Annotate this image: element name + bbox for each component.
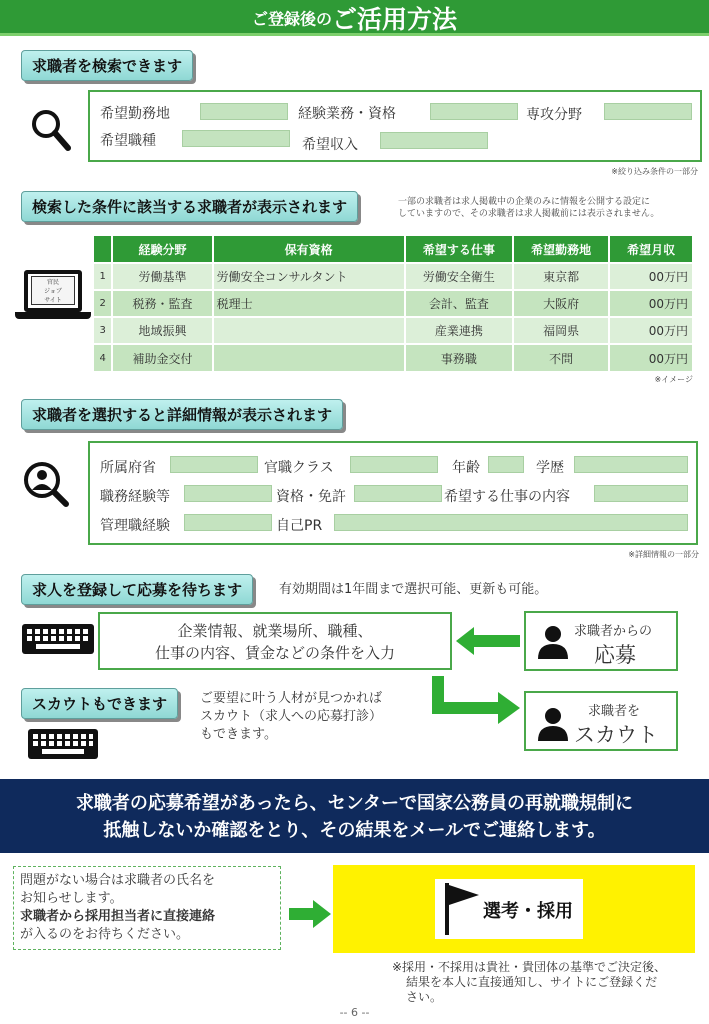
scout-description bbox=[200, 690, 382, 744]
detail-field-license bbox=[354, 485, 442, 502]
search-label-job-type: 希望職種 bbox=[100, 133, 156, 149]
footnote-1: ※採用・不採用は貴社・貴団体の基準でご決定後、 bbox=[392, 960, 667, 974]
laptop-screen bbox=[31, 276, 75, 305]
footnote bbox=[392, 960, 666, 1005]
search-field-major bbox=[604, 103, 692, 120]
flag-icon bbox=[441, 881, 481, 937]
table-row[interactable] bbox=[94, 263, 693, 290]
footnote-2: 結果を本人に直接通知し、サイトにご登録くだ bbox=[406, 975, 658, 989]
notice-line1: 求職者の応募希望があったら、センターで国家公務員の再就職規制に bbox=[75, 793, 634, 814]
results-table-header bbox=[94, 236, 693, 263]
laptop-icon bbox=[15, 270, 91, 322]
detail-label-self-pr: 自己PR bbox=[276, 518, 323, 534]
arrow-left-icon bbox=[456, 627, 520, 655]
results-section-label: 検索した条件に該当する求職者が表示されます bbox=[21, 191, 358, 222]
contact-info-box bbox=[13, 866, 281, 950]
row-qualification: 労働安全コンサルタント bbox=[213, 263, 405, 290]
search-field-location bbox=[200, 103, 288, 120]
detail-note: ※詳細情報の一部分 bbox=[628, 550, 699, 559]
row-field: 地域振興 bbox=[112, 317, 212, 344]
arrow-bent-right-icon bbox=[426, 676, 522, 726]
results-note: ※イメージ bbox=[654, 375, 693, 384]
detail-label-ministry: 所属府省 bbox=[100, 460, 156, 476]
banner-title: ご活用方法 bbox=[332, 5, 458, 34]
row-salary: 00万円 bbox=[609, 344, 693, 371]
col-number bbox=[94, 236, 112, 263]
row-salary: 00万円 bbox=[609, 317, 693, 344]
search-label-location: 希望勤務地 bbox=[100, 106, 170, 122]
page-number: -- 6 -- bbox=[339, 1006, 370, 1019]
detail-label-education: 学歴 bbox=[536, 460, 564, 476]
table-row[interactable] bbox=[94, 290, 693, 317]
search-note: ※絞り込み条件の一部分 bbox=[611, 167, 698, 176]
search-label-income: 希望収入 bbox=[302, 137, 358, 153]
row-location: 福岡県 bbox=[513, 317, 609, 344]
detail-field-management bbox=[184, 514, 272, 531]
job-input-line2: 仕事の内容、賃金などの条件を入力 bbox=[154, 644, 395, 662]
detail-label-career: 職務経験等 bbox=[100, 489, 170, 505]
notice-line2: 抵触しないか確認をとり、その結果をメールでご連絡します。 bbox=[103, 820, 606, 841]
detail-label-license: 資格・免許 bbox=[276, 489, 346, 505]
footnote-3: さい。 bbox=[406, 990, 443, 1004]
row-field: 補助金交付 bbox=[112, 344, 212, 371]
contact-line1: 問題がない場合は求職者の氏名を bbox=[20, 873, 216, 888]
row-number: 3 bbox=[94, 317, 112, 344]
detail-label-management: 管理職経験 bbox=[100, 518, 170, 534]
contact-line3: が入るのをお待ちください。 bbox=[20, 927, 190, 942]
search-label-major: 専攻分野 bbox=[526, 107, 582, 123]
magnifier-icon bbox=[30, 108, 72, 152]
col-location: 希望勤務地 bbox=[513, 236, 609, 263]
col-salary: 希望月収 bbox=[609, 236, 693, 263]
laptop-text-2: ジョブ bbox=[44, 288, 62, 295]
detail-field-education bbox=[574, 456, 688, 473]
row-number: 4 bbox=[94, 344, 112, 371]
results-table bbox=[94, 236, 694, 371]
col-qualification: 保有資格 bbox=[213, 236, 405, 263]
scout-label: スカウトもできます bbox=[21, 688, 178, 719]
row-location: 不問 bbox=[513, 344, 609, 371]
row-qualification: 税理士 bbox=[213, 290, 405, 317]
apply-big-text: 応募 bbox=[594, 643, 636, 667]
selection-label: 選考・採用 bbox=[483, 901, 573, 922]
keyboard-icon-2 bbox=[28, 729, 98, 759]
results-side-note-1: 一部の求職者は求人掲載中の企業のみに情報を公開する設定に bbox=[398, 197, 651, 207]
selection-box bbox=[333, 865, 695, 953]
scout-big-text: スカウト bbox=[574, 723, 658, 747]
row-number: 1 bbox=[94, 263, 112, 290]
row-location: 大阪府 bbox=[513, 290, 609, 317]
banner-prefix: ご登録後の bbox=[251, 9, 332, 29]
row-qualification bbox=[213, 344, 405, 371]
apply-small-text: 求職者からの bbox=[574, 624, 653, 639]
job-input-box bbox=[98, 612, 452, 670]
row-salary: 00万円 bbox=[609, 263, 693, 290]
person-icon-2 bbox=[536, 707, 570, 741]
laptop-text-3: サイト bbox=[44, 297, 62, 304]
row-field: 税務・監査 bbox=[112, 290, 212, 317]
person-search-icon bbox=[22, 460, 70, 508]
scout-desc-2: スカウト（求人への応募打診） bbox=[200, 709, 383, 724]
row-desired-job: 会計、監査 bbox=[405, 290, 513, 317]
scout-box bbox=[524, 691, 678, 751]
detail-section-label: 求職者を選択すると詳細情報が表示されます bbox=[21, 399, 343, 430]
person-icon bbox=[536, 625, 570, 659]
detail-field-age bbox=[488, 456, 524, 473]
row-qualification bbox=[213, 317, 405, 344]
table-row[interactable] bbox=[94, 344, 693, 371]
col-field: 経験分野 bbox=[112, 236, 212, 263]
arrow-right-icon bbox=[289, 900, 331, 928]
header-banner bbox=[0, 0, 709, 36]
row-field: 労働基準 bbox=[112, 263, 212, 290]
search-conditions-panel bbox=[88, 90, 702, 162]
detail-field-ministry bbox=[170, 456, 258, 473]
col-desired-job: 希望する仕事 bbox=[405, 236, 513, 263]
search-field-income bbox=[380, 132, 488, 149]
keyboard-icon bbox=[22, 624, 94, 654]
job-input-line1: 企業情報、就業場所、職種、 bbox=[177, 622, 373, 640]
table-row[interactable] bbox=[94, 317, 693, 344]
scout-desc-1: ご要望に叶う人材が見つかれば bbox=[200, 691, 383, 706]
row-salary: 00万円 bbox=[609, 290, 693, 317]
detail-panel bbox=[88, 441, 698, 545]
row-desired-job: 労働安全衛生 bbox=[405, 263, 513, 290]
detail-label-age: 年齢 bbox=[452, 460, 480, 476]
results-side-note-2: していますので、その求職者は求人掲載前には表示されません。 bbox=[398, 209, 660, 219]
scout-small-text: 求職者を bbox=[588, 704, 641, 719]
row-number: 2 bbox=[94, 290, 112, 317]
row-desired-job: 事務職 bbox=[405, 344, 513, 371]
search-section-label: 求職者を検索できます bbox=[21, 50, 193, 81]
detail-field-career bbox=[184, 485, 272, 502]
search-field-job-type bbox=[182, 130, 290, 147]
detail-label-grade: 官職クラス bbox=[264, 460, 334, 476]
contact-bold: 求職者から採用担当者に直接連絡 bbox=[20, 909, 216, 924]
search-label-experience: 経験業務・資格 bbox=[298, 106, 396, 122]
contact-line2: お知らせします。 bbox=[20, 891, 123, 906]
post-section-label: 求人を登録して応募を待ちます bbox=[21, 574, 253, 605]
notice-banner bbox=[0, 779, 709, 853]
laptop-text-1: 官民 bbox=[46, 279, 59, 286]
row-desired-job: 産業連携 bbox=[405, 317, 513, 344]
detail-field-self-pr bbox=[334, 514, 688, 531]
scout-desc-3: もできます。 bbox=[200, 727, 277, 742]
post-validity: 有効期間は1年間まで選択可能、更新も可能。 bbox=[279, 582, 548, 597]
detail-field-desired-work bbox=[594, 485, 688, 502]
search-field-experience bbox=[430, 103, 518, 120]
detail-label-desired-work: 希望する仕事の内容 bbox=[444, 489, 570, 505]
row-location: 東京都 bbox=[513, 263, 609, 290]
selection-inner bbox=[435, 879, 583, 939]
detail-field-grade bbox=[350, 456, 438, 473]
apply-box bbox=[524, 611, 678, 671]
